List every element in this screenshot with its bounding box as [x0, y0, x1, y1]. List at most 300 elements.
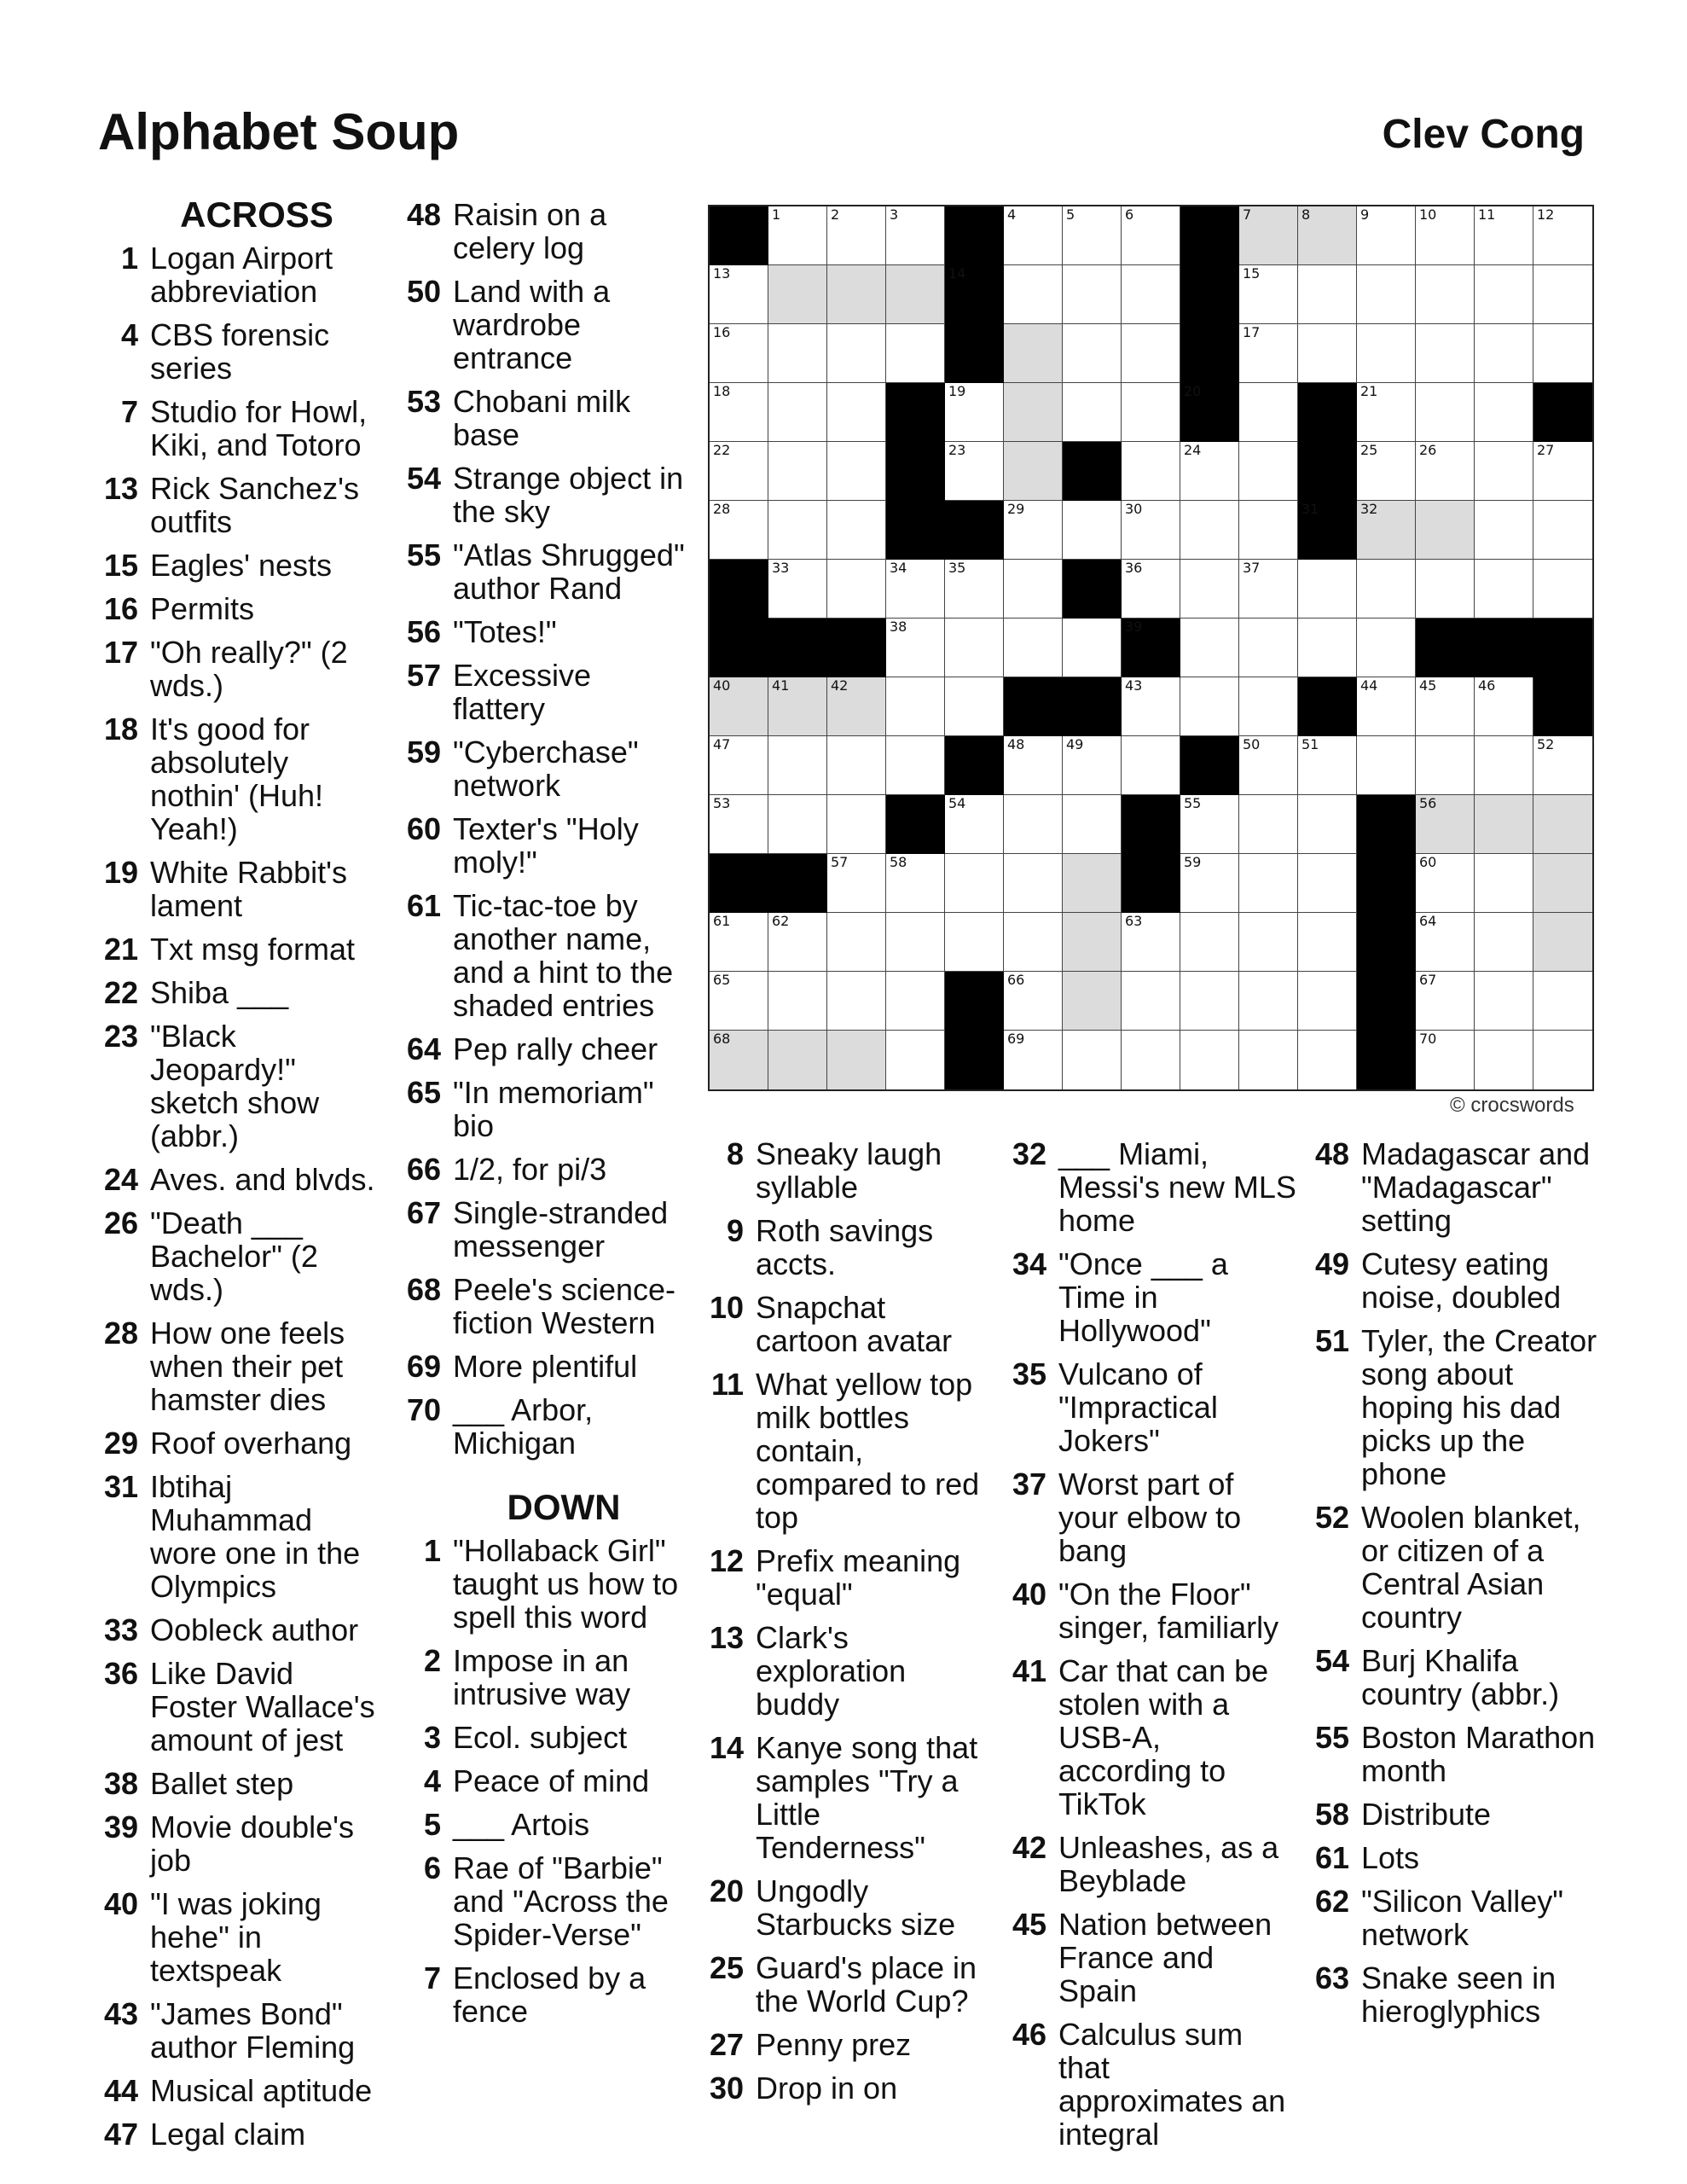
cell-number: 44 — [1360, 677, 1378, 694]
grid-cell[interactable] — [768, 677, 827, 736]
cell-number: 25 — [1360, 442, 1378, 458]
grid-cell[interactable] — [886, 854, 945, 913]
grid-cell[interactable] — [1180, 795, 1239, 854]
clue-item[interactable] — [1305, 1324, 1599, 1490]
clue-item[interactable] — [94, 1019, 375, 1153]
clue-item[interactable] — [699, 1137, 994, 1204]
grid-cell[interactable] — [1004, 265, 1063, 324]
grid-cell[interactable] — [768, 265, 827, 324]
grid-cell[interactable] — [1239, 383, 1298, 442]
grid-cell[interactable] — [768, 324, 827, 383]
cell-number: 65 — [713, 972, 731, 988]
grid-cell[interactable] — [710, 383, 768, 442]
cell-number: 63 — [1125, 913, 1143, 929]
clue-text: Musical aptitude — [150, 2073, 373, 2108]
grid-cell[interactable] — [710, 677, 768, 736]
grid-cell[interactable] — [1475, 383, 1533, 442]
grid-cell[interactable] — [768, 736, 827, 795]
clue-item[interactable] — [397, 889, 687, 1022]
grid-cell[interactable] — [1063, 1031, 1122, 1089]
grid-cell[interactable] — [1122, 736, 1180, 795]
grid-cell[interactable] — [1063, 913, 1122, 972]
grid-cell[interactable] — [945, 913, 1004, 972]
clue-number: 47 — [103, 2117, 138, 2152]
grid-cell[interactable] — [1239, 206, 1298, 265]
clue-text: Studio for Howl, Kiki, and Totoro — [150, 394, 368, 462]
clue-item[interactable] — [699, 1621, 994, 1721]
grid-cell[interactable] — [1416, 383, 1475, 442]
grid-cell[interactable] — [1475, 972, 1533, 1031]
grid-cell[interactable] — [1180, 854, 1239, 913]
grid-cell[interactable] — [945, 677, 1004, 736]
grid-cell[interactable] — [886, 1031, 945, 1089]
clue-number: 52 — [1314, 1500, 1349, 1535]
clue-item[interactable] — [397, 1196, 687, 1263]
clue-number: 68 — [406, 1272, 441, 1307]
clue-number: 26 — [103, 1205, 138, 1240]
grid-cell[interactable] — [1416, 854, 1475, 913]
clue-item[interactable] — [699, 1368, 994, 1534]
grid-cell[interactable] — [1122, 324, 1180, 383]
grid-cell[interactable] — [1063, 619, 1122, 677]
grid-cell[interactable] — [886, 913, 945, 972]
grid-cell[interactable] — [1533, 913, 1592, 972]
grid-cell[interactable] — [768, 1031, 827, 1089]
grid-cell[interactable] — [1475, 795, 1533, 854]
clue-item[interactable] — [1305, 1961, 1599, 2028]
grid-cell[interactable] — [1063, 383, 1122, 442]
clue-text: Like David Foster Wallace's amount of jest — [150, 1656, 375, 1757]
grid-cell[interactable] — [945, 795, 1004, 854]
grid-cell[interactable] — [710, 501, 768, 560]
clue-item[interactable] — [94, 1470, 375, 1603]
grid-block — [1475, 619, 1533, 677]
grid-block — [827, 619, 886, 677]
grid-cell[interactable] — [945, 383, 1004, 442]
grid-cell[interactable] — [1416, 206, 1475, 265]
clue-number: 54 — [406, 461, 441, 496]
grid-cell[interactable] — [768, 383, 827, 442]
clue-item[interactable] — [1305, 1247, 1599, 1314]
grid-cell[interactable] — [827, 677, 886, 736]
grid-cell[interactable] — [827, 736, 886, 795]
clue-text: Legal claim — [150, 2117, 306, 2152]
clue-item[interactable] — [397, 1961, 687, 2028]
grid-cell[interactable] — [1298, 265, 1357, 324]
grid-cell[interactable] — [1298, 972, 1357, 1031]
grid-cell[interactable] — [1239, 560, 1298, 619]
grid-cell[interactable] — [1239, 1031, 1298, 1089]
clue-item[interactable] — [397, 1350, 687, 1383]
grid-cell[interactable] — [1416, 501, 1475, 560]
grid-cell[interactable] — [1180, 560, 1239, 619]
grid-cell[interactable] — [1004, 324, 1063, 383]
grid-cell[interactable] — [768, 972, 827, 1031]
grid-cell[interactable] — [710, 1031, 768, 1089]
grid-cell[interactable] — [1475, 324, 1533, 383]
grid-cell[interactable] — [1180, 619, 1239, 677]
clue-item[interactable] — [94, 1657, 375, 1757]
grid-cell[interactable] — [1298, 206, 1357, 265]
grid-cell[interactable] — [886, 324, 945, 383]
grid-cell[interactable] — [1122, 442, 1180, 501]
clue-item[interactable] — [94, 2074, 375, 2107]
clue-item[interactable] — [94, 318, 375, 385]
grid-cell[interactable] — [1533, 324, 1592, 383]
grid-cell[interactable] — [886, 736, 945, 795]
clue-item[interactable] — [699, 1874, 994, 1941]
grid-cell[interactable] — [1239, 854, 1298, 913]
grid-cell[interactable] — [1475, 206, 1533, 265]
grid-cell[interactable] — [1475, 677, 1533, 736]
clue-item[interactable] — [1305, 1501, 1599, 1634]
clue-item[interactable] — [397, 1032, 687, 1066]
grid-cell[interactable] — [768, 795, 827, 854]
cell-number: 6 — [1125, 206, 1134, 223]
grid-cell[interactable] — [1416, 1031, 1475, 1089]
grid-block — [1180, 324, 1239, 383]
clue-item[interactable] — [94, 1810, 375, 1877]
clue-item[interactable] — [1305, 1841, 1599, 1874]
grid-cell[interactable] — [1298, 560, 1357, 619]
clue-item[interactable] — [1002, 1831, 1296, 1897]
clue-item[interactable] — [397, 1273, 687, 1339]
clue-item[interactable] — [699, 1731, 994, 1864]
grid-cell[interactable] — [1416, 324, 1475, 383]
grid-cell[interactable] — [1533, 265, 1592, 324]
grid-block — [1180, 383, 1239, 442]
grid-cell[interactable] — [827, 854, 886, 913]
grid-cell[interactable] — [1122, 265, 1180, 324]
grid-cell[interactable] — [768, 913, 827, 972]
clue-item[interactable] — [397, 659, 687, 725]
grid-cell[interactable] — [1475, 854, 1533, 913]
clue-item[interactable] — [397, 1644, 687, 1711]
grid-cell[interactable] — [710, 442, 768, 501]
grid-cell[interactable] — [827, 972, 886, 1031]
grid-cell[interactable] — [945, 854, 1004, 913]
grid-cell[interactable] — [1004, 736, 1063, 795]
grid-cell[interactable] — [1004, 972, 1063, 1031]
grid-cell[interactable] — [1063, 972, 1122, 1031]
grid-cell[interactable] — [1239, 677, 1298, 736]
clue-item[interactable] — [1305, 1885, 1599, 1951]
grid-cell[interactable] — [1239, 265, 1298, 324]
grid-cell[interactable] — [886, 560, 945, 619]
clue-item[interactable] — [1305, 1644, 1599, 1711]
grid-cell[interactable] — [1533, 972, 1592, 1031]
clue-item[interactable] — [94, 636, 375, 702]
grid-cell[interactable] — [1475, 913, 1533, 972]
grid-cell[interactable] — [827, 560, 886, 619]
clue-item[interactable] — [397, 198, 687, 264]
grid-cell[interactable] — [1533, 736, 1592, 795]
grid-cell[interactable] — [1063, 206, 1122, 265]
clue-item[interactable] — [94, 1887, 375, 1987]
grid-cell[interactable] — [1533, 1031, 1592, 1089]
grid-cell[interactable] — [768, 442, 827, 501]
grid-cell[interactable] — [1298, 795, 1357, 854]
grid-cell[interactable] — [1533, 795, 1592, 854]
grid-cell[interactable] — [710, 736, 768, 795]
grid-cell[interactable] — [1357, 383, 1416, 442]
grid-cell[interactable] — [1180, 1031, 1239, 1089]
grid-cell[interactable] — [1298, 913, 1357, 972]
clue-item[interactable] — [1305, 1798, 1599, 1831]
clue-number: 66 — [406, 1152, 441, 1187]
grid-cell[interactable] — [710, 324, 768, 383]
clue-item[interactable] — [1002, 1908, 1296, 2007]
grid-cell[interactable] — [1533, 854, 1592, 913]
grid-cell[interactable] — [886, 619, 945, 677]
clue-item[interactable] — [1002, 1577, 1296, 1644]
clue-text: Rick Sanchez's outfits — [150, 471, 359, 539]
clue-item[interactable] — [699, 1544, 994, 1611]
cell-number: 18 — [713, 383, 731, 399]
grid-cell[interactable] — [827, 913, 886, 972]
grid-cell[interactable] — [1063, 265, 1122, 324]
grid-cell[interactable] — [1063, 795, 1122, 854]
clue-item[interactable] — [94, 2117, 375, 2151]
clue-item[interactable] — [699, 1291, 994, 1357]
clue-item[interactable] — [94, 1206, 375, 1306]
grid-cell[interactable] — [1416, 795, 1475, 854]
clue-item[interactable] — [94, 472, 375, 538]
grid-cell[interactable] — [768, 206, 827, 265]
clue-item[interactable] — [397, 1764, 687, 1798]
grid-cell[interactable] — [827, 383, 886, 442]
grid-cell[interactable] — [1298, 1031, 1357, 1089]
grid-cell[interactable] — [1180, 501, 1239, 560]
grid-cell[interactable] — [1533, 560, 1592, 619]
grid-cell[interactable] — [1239, 324, 1298, 383]
cell-number: 4 — [1007, 206, 1017, 223]
grid-cell[interactable] — [1298, 854, 1357, 913]
grid-cell[interactable] — [1004, 1031, 1063, 1089]
clue-item[interactable] — [94, 932, 375, 966]
grid-cell[interactable] — [1239, 736, 1298, 795]
grid-cell[interactable] — [1004, 913, 1063, 972]
grid-cell[interactable] — [1533, 442, 1592, 501]
clue-item[interactable] — [397, 385, 687, 451]
grid-cell[interactable] — [1357, 560, 1416, 619]
grid-cell[interactable] — [827, 442, 886, 501]
clue-item[interactable] — [699, 1951, 994, 2018]
grid-cell[interactable] — [1063, 854, 1122, 913]
grid-cell[interactable] — [710, 972, 768, 1031]
grid-cell[interactable] — [1533, 206, 1592, 265]
clue-item[interactable] — [94, 1163, 375, 1196]
grid-block — [710, 619, 768, 677]
cell-number: 51 — [1301, 736, 1319, 752]
grid-cell[interactable] — [1004, 383, 1063, 442]
clue-item[interactable] — [699, 2071, 994, 2105]
clue-item[interactable] — [699, 1214, 994, 1281]
grid-cell[interactable] — [1122, 501, 1180, 560]
clue-item[interactable] — [94, 1767, 375, 1800]
grid-cell[interactable] — [1122, 1031, 1180, 1089]
grid-cell[interactable] — [1416, 736, 1475, 795]
grid-cell[interactable] — [1122, 972, 1180, 1031]
grid-cell[interactable] — [1475, 501, 1533, 560]
grid-cell[interactable] — [945, 442, 1004, 501]
grid-cell[interactable] — [827, 795, 886, 854]
grid-cell[interactable] — [1357, 324, 1416, 383]
grid-cell[interactable] — [1357, 736, 1416, 795]
clue-item[interactable] — [94, 1613, 375, 1647]
clue-item[interactable] — [94, 1426, 375, 1460]
grid-cell[interactable] — [1004, 619, 1063, 677]
grid-cell[interactable] — [1122, 677, 1180, 736]
grid-cell[interactable] — [1416, 972, 1475, 1031]
clue-number: 21 — [103, 932, 138, 967]
clue-item[interactable] — [1305, 1721, 1599, 1787]
grid-cell[interactable] — [1475, 560, 1533, 619]
grid-cell[interactable] — [1239, 501, 1298, 560]
clue-item[interactable] — [1002, 2018, 1296, 2151]
clue-item[interactable] — [397, 1851, 687, 1951]
clue-item[interactable] — [397, 615, 687, 648]
clue-number: 59 — [406, 735, 441, 770]
clue-item[interactable] — [397, 1721, 687, 1754]
grid-cell[interactable] — [886, 972, 945, 1031]
grid-cell[interactable] — [1416, 913, 1475, 972]
grid-cell[interactable] — [1475, 736, 1533, 795]
grid-cell[interactable] — [710, 265, 768, 324]
grid-cell[interactable] — [1416, 677, 1475, 736]
clue-item[interactable] — [1002, 1654, 1296, 1821]
grid-cell[interactable] — [1357, 265, 1416, 324]
grid-cell[interactable] — [1239, 619, 1298, 677]
grid-cell[interactable] — [1239, 972, 1298, 1031]
grid-cell[interactable] — [886, 265, 945, 324]
grid-cell[interactable] — [827, 265, 886, 324]
grid-cell[interactable] — [1239, 795, 1298, 854]
grid-cell[interactable] — [1180, 677, 1239, 736]
grid-cell[interactable] — [1122, 913, 1180, 972]
clue-item[interactable] — [94, 395, 375, 462]
grid-cell[interactable] — [1004, 854, 1063, 913]
clue-item[interactable] — [397, 1534, 687, 1634]
crossword-grid[interactable] — [708, 205, 1594, 1091]
clue-item[interactable] — [94, 592, 375, 625]
grid-cell[interactable] — [1357, 501, 1416, 560]
clue-item[interactable] — [397, 1808, 687, 1841]
grid-cell[interactable] — [1416, 560, 1475, 619]
grid-cell[interactable] — [1004, 442, 1063, 501]
grid-cell[interactable] — [1298, 619, 1357, 677]
clue-item[interactable] — [94, 976, 375, 1009]
grid-cell[interactable] — [1239, 442, 1298, 501]
clue-item[interactable] — [699, 2028, 994, 2061]
clue-item[interactable] — [397, 812, 687, 879]
grid-cell[interactable] — [886, 677, 945, 736]
clue-item[interactable] — [94, 241, 375, 308]
grid-cell[interactable] — [1180, 442, 1239, 501]
clue-item[interactable] — [397, 538, 687, 605]
clue-item[interactable] — [397, 735, 687, 802]
grid-cell[interactable] — [1063, 324, 1122, 383]
clue-text: CBS forensic series — [150, 317, 330, 386]
clue-text: "Cyberchase" network — [453, 735, 639, 803]
clue-number: 8 — [726, 1136, 744, 1171]
clue-item[interactable] — [397, 462, 687, 528]
grid-cell[interactable] — [945, 619, 1004, 677]
clue-number: 36 — [103, 1656, 138, 1691]
clue-text: Pep rally cheer — [453, 1031, 658, 1066]
grid-cell[interactable] — [1004, 501, 1063, 560]
clue-number: 18 — [103, 712, 138, 746]
clue-item[interactable] — [94, 549, 375, 582]
clue-item[interactable] — [94, 1316, 375, 1416]
clue-item[interactable] — [397, 1076, 687, 1142]
grid-cell[interactable] — [827, 501, 886, 560]
grid-cell[interactable] — [827, 206, 886, 265]
grid-block — [1298, 501, 1357, 560]
clue-number: 31 — [103, 1469, 138, 1504]
grid-cell[interactable] — [1122, 383, 1180, 442]
clue-item[interactable] — [397, 1393, 687, 1460]
clue-item[interactable] — [397, 1153, 687, 1186]
grid-cell[interactable] — [1180, 913, 1239, 972]
clue-item[interactable] — [1002, 1357, 1296, 1457]
grid-block — [945, 206, 1004, 265]
grid-cell[interactable] — [1063, 501, 1122, 560]
grid-cell[interactable] — [827, 1031, 886, 1089]
clue-item[interactable] — [1305, 1137, 1599, 1237]
clue-item[interactable] — [94, 712, 375, 845]
grid-cell[interactable] — [1239, 913, 1298, 972]
grid-cell[interactable] — [1475, 265, 1533, 324]
grid-cell[interactable] — [1004, 206, 1063, 265]
clue-item[interactable] — [1002, 1247, 1296, 1347]
clue-item[interactable] — [397, 275, 687, 375]
cell-number: 41 — [772, 677, 790, 694]
clue-item[interactable] — [94, 1997, 375, 2064]
grid-cell[interactable] — [710, 795, 768, 854]
grid-cell[interactable] — [1416, 442, 1475, 501]
grid-cell[interactable] — [1122, 206, 1180, 265]
grid-cell[interactable] — [1004, 795, 1063, 854]
grid-block — [945, 1031, 1004, 1089]
grid-cell[interactable] — [945, 560, 1004, 619]
grid-cell[interactable] — [1475, 442, 1533, 501]
grid-cell[interactable] — [1298, 324, 1357, 383]
grid-cell[interactable] — [1357, 206, 1416, 265]
grid-cell[interactable] — [1004, 560, 1063, 619]
clue-item[interactable] — [1002, 1467, 1296, 1567]
grid-cell[interactable] — [1122, 560, 1180, 619]
grid-block — [710, 854, 768, 913]
grid-cell[interactable] — [768, 501, 827, 560]
grid-cell[interactable] — [1063, 736, 1122, 795]
clue-item[interactable] — [1002, 1137, 1296, 1237]
grid-cell[interactable] — [1298, 736, 1357, 795]
grid-cell[interactable] — [1416, 265, 1475, 324]
grid-cell[interactable] — [1533, 501, 1592, 560]
grid-cell[interactable] — [1357, 619, 1416, 677]
grid-cell[interactable] — [1357, 442, 1416, 501]
grid-cell[interactable] — [768, 560, 827, 619]
clue-number: 48 — [1314, 1136, 1349, 1171]
grid-cell[interactable] — [1475, 1031, 1533, 1089]
grid-cell[interactable] — [1357, 677, 1416, 736]
grid-cell[interactable] — [827, 324, 886, 383]
clue-item[interactable] — [94, 856, 375, 922]
grid-cell[interactable] — [886, 206, 945, 265]
grid-cell[interactable] — [1180, 972, 1239, 1031]
grid-cell[interactable] — [710, 913, 768, 972]
